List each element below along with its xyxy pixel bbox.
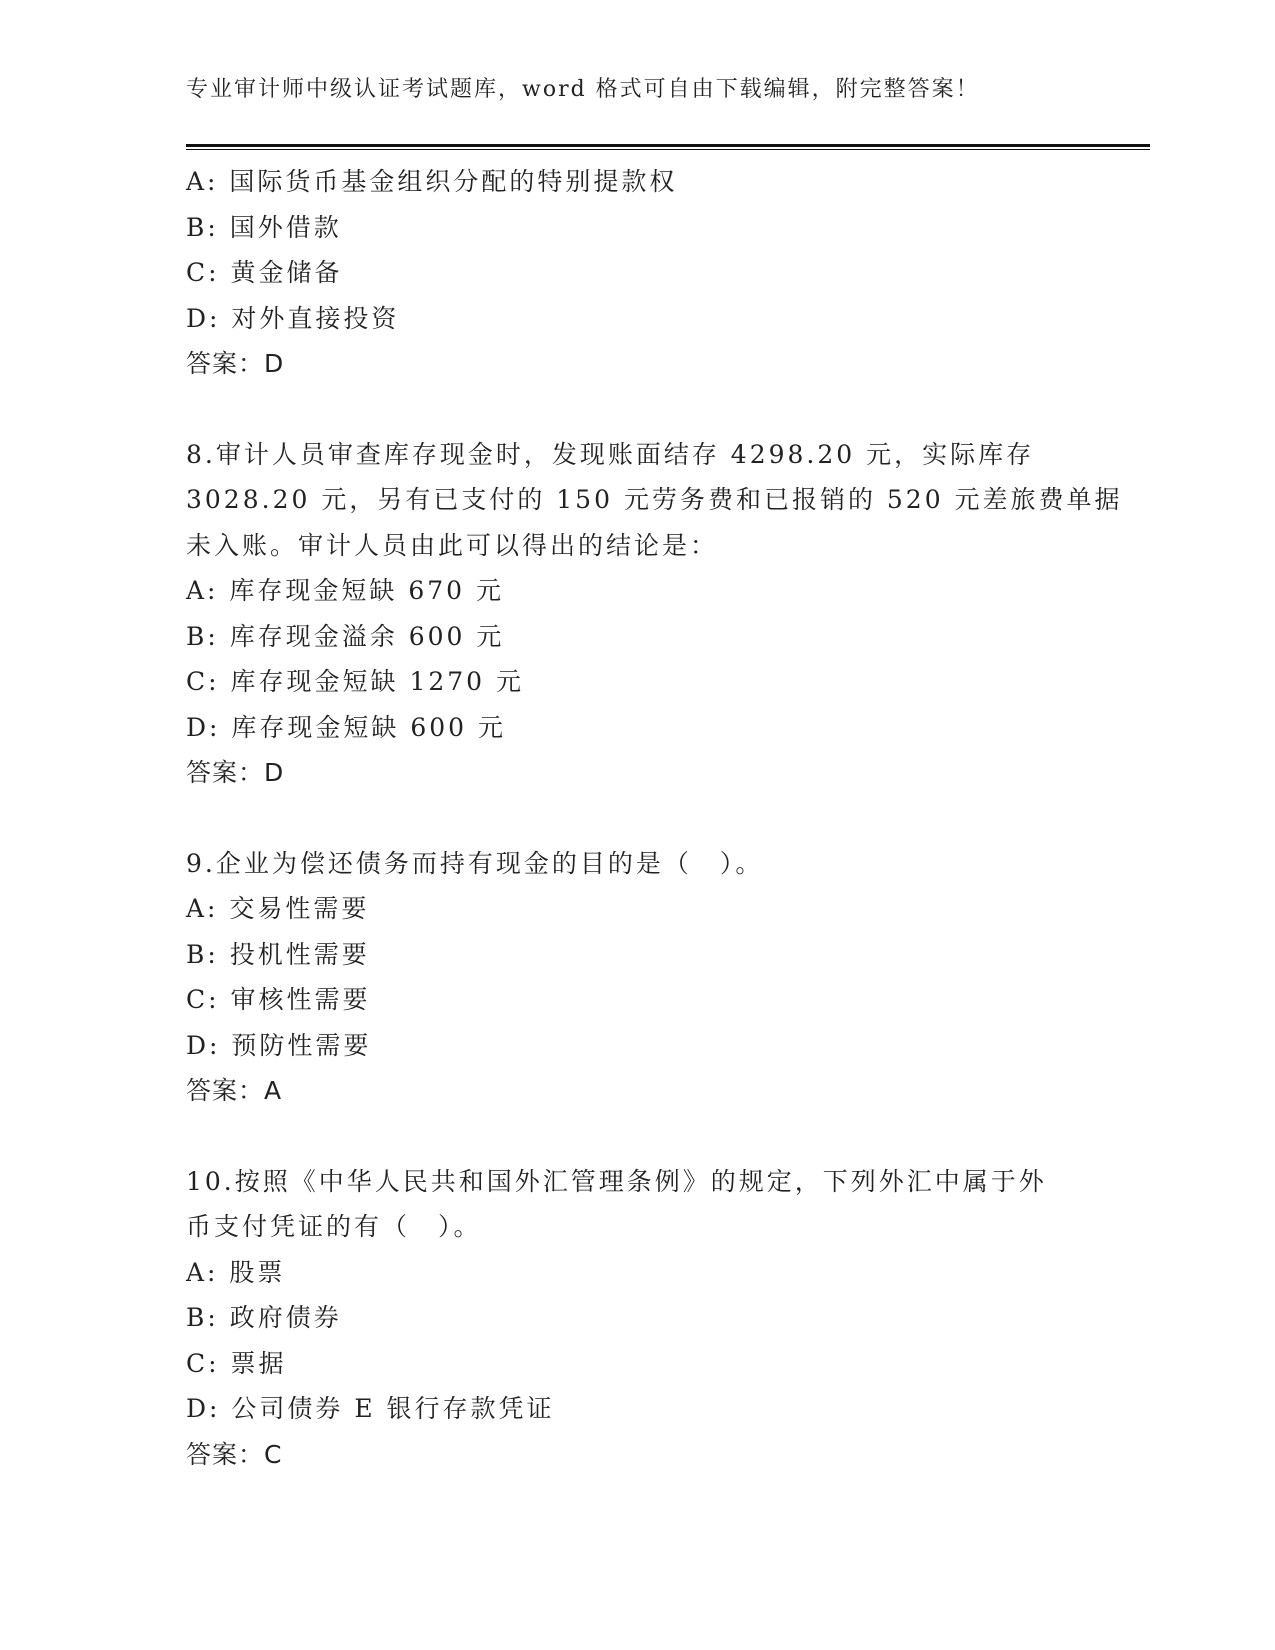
question-gap [186,1114,1086,1159]
question-text-line: 8.审计人员审查库存现金时，发现账面结存 4298.20 元，实际库存 [186,439,1035,469]
option-a: A: 库存现金短缺 670 元 [186,576,505,605]
question-7-options [186,159,1086,387]
question-8 [186,432,1123,796]
option-a: A: 股票 [186,1257,286,1287]
question-10 [186,1159,1086,1478]
option-d: D: 预防性需要 [186,1030,372,1060]
option-d: D: 对外直接投资 [186,303,400,333]
option-a: A: 国际货币基金组织分配的特别提款权 [186,167,678,196]
option-b: B: 国外借款 [186,212,342,242]
option-c: C: 库存现金短缺 1270 元 [186,667,525,696]
page-header: 专业审计师中级认证考试题库，word 格式可自由下载编辑，附完整答案！ [186,77,980,102]
answer: 答案：A [186,1076,283,1105]
option-d: D: 库存现金短缺 600 元 [186,712,507,742]
question-gap [186,387,1086,432]
question-text-line: 3028.20 元，另有已支付的 150 元劳务费和已报销的 520 元差旅费单据 [186,485,1123,514]
header-divider-thin [186,149,1150,150]
question-text-line: 9.企业为偿还债务而持有现金的目的是（ ）。 [186,848,764,878]
option-a: A: 交易性需要 [186,894,370,923]
question-text-line: 10.按照《中华人民共和国外汇管理条例》的规定，下列外汇中属于外 [186,1166,1047,1196]
question-9 [186,841,1086,1114]
question-content [186,159,1123,1477]
option-b: B: 政府债券 [186,1303,342,1332]
option-d: D: 公司债券 E 银行存款凭证 [186,1394,555,1423]
option-c: C: 票据 [186,1348,287,1378]
question-text-line: 币支付凭证的有（ ）。 [186,1212,482,1241]
answer: 答案：D [186,349,285,378]
option-c: C: 审核性需要 [186,985,371,1014]
option-b: B: 库存现金溢余 600 元 [186,621,505,651]
question-text-line: 未入账。审计人员由此可以得出的结论是： [186,530,719,560]
question-gap [186,796,1086,841]
header-divider-thick [186,144,1150,147]
answer: 答案：C [186,1439,283,1469]
answer: 答案：D [186,758,285,787]
option-c: C: 黄金储备 [186,258,343,287]
option-b: B: 投机性需要 [186,939,370,969]
